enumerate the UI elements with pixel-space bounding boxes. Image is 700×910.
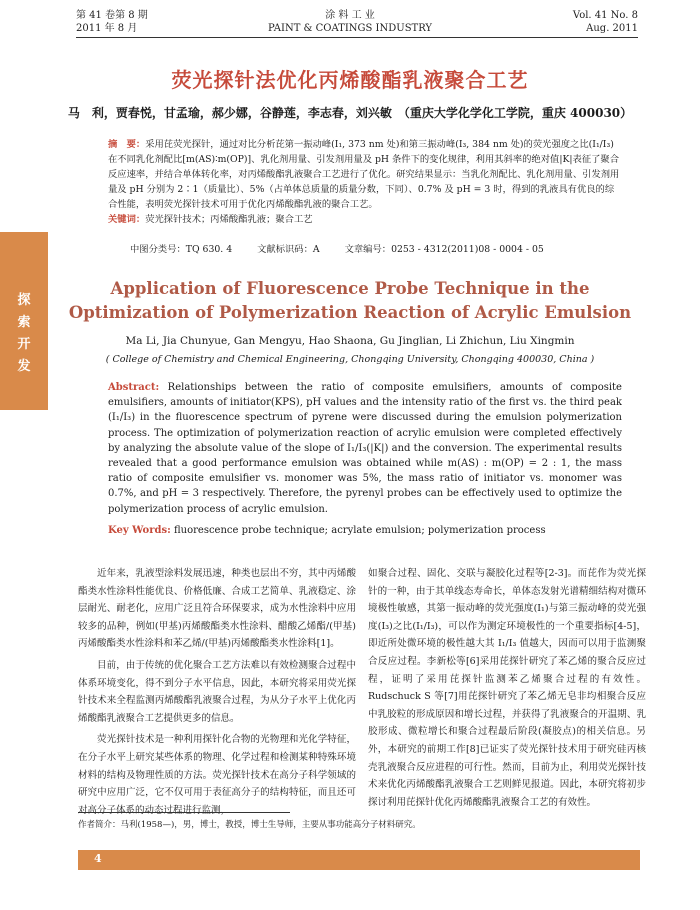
abstract-cn bbox=[108, 137, 620, 227]
paragraph: 荧光探针技术是一种利用探针化合物的光物理和光化学特征，在分子水平上研究某些体系的物理、化学过程和检测某种特殊环境材料的结构及物理性质的方法。荧光探针技术在高分子科学领域的研究中应用广泛，它不仅可用于表征高分子的结构特征，而且还可对高分子体系的动态过程进行监测， bbox=[78, 734, 356, 816]
page-footer-bar bbox=[78, 850, 640, 870]
abstract-en-label: Abstract: bbox=[108, 382, 160, 393]
keywords-en-label: Key Words: bbox=[108, 525, 171, 536]
body-column-right bbox=[368, 565, 646, 815]
journal-issue: 第 41 卷第 8 期 2011 年 8 月 bbox=[76, 10, 148, 34]
section-side-label: 探 索 开 发 bbox=[17, 293, 31, 374]
authors-en: Ma Li, Jia Chunyue, Gan Mengyu, Hao Shaona, Gu Jinglian, Li Zhichun, Liu Xingmin bbox=[125, 335, 575, 347]
clc-number: 中图分类号：TQ 630. 4 bbox=[130, 244, 233, 255]
author-footnote: 作者简介：马利(1958—)，男，博士，教授，博士生导师，主要从事功能高分子材料研究。 bbox=[78, 820, 421, 830]
page-number: 4 bbox=[94, 852, 102, 865]
keywords-en bbox=[108, 525, 622, 536]
document-code: 文献标识码：A bbox=[257, 244, 320, 255]
keywords-en-text: fluorescence probe technique; acrylate emulsion; polymerization process bbox=[173, 525, 546, 536]
abstract-cn-label: 摘 要： bbox=[108, 139, 146, 150]
keywords-cn-label: 关键词： bbox=[108, 214, 146, 225]
body-column-left bbox=[78, 565, 356, 823]
paragraph: 如聚合过程、固化、交联与凝胶化过程等[2-3]。而芘作为荧光探针的一种，由于其单线态寿命长，单体态发射光谱精细结构对微环境极性敏感，其第一振动峰的荧光强度(I₁)与第三振动峰的荧光强度(I₃)之比(I₁/I₃)，可以作为测定环境极性的一个重要指标[4-5]，即近所处微环境的极性越大其 I₁/I₃ 值越大，因而可以用于监测聚合反应过程。李新松等[6]采用芘探针研究了苯乙烯的聚合反应过程，证明了采用芘探针监测苯乙烯聚合过程的有效性。Rudschuck S 等[7]用芘探针研究了苯乙烯无皂非均相聚合反应中乳胶粒的形成原因和增长过程，并获得了乳液聚合的开温期、乳胶形成、微粒增长和聚合过程最后阶段(凝胶点)的相关信息。另外，本研究的前期工作[8]已证实了荧光探针技术用于研究硅丙核壳乳液聚合反应进程的可行性。然而，目前为止，利用荧光探针技术来优化丙烯酸酯乳液聚合工艺则鲜见报道。因此，本研究将初步探讨利用芘探针优化丙烯酸酯乳液聚合工艺的有效性。 bbox=[368, 568, 646, 808]
journal-name: 涂 料 工 业 PAINT & COATINGS INDUSTRY bbox=[267, 10, 433, 34]
abstract-cn-text: 采用芘荧光探针，通过对比分析芘第一振动峰(I₁, 373 nm 处)和第三振动峰(I₃, 384 nm 处)的荧光强度之比(I₁/I₃)在不同乳化剂配比[m(AS)∶m(OP)]、乳化剂用量、引发剂用量及 pH 条件下的变化规律，利用其斜率的绝对值|K|表征了聚合反应速率，并结合单体转化率，对丙烯酸酯乳液聚合工艺进行了优化。研究结果显示：当乳化剂配比、乳化剂用量、引发剂用量及 pH 分别为 2∶1（质量比）、5%（占单体总质量的质量分数，下同）、0.7% 及 pH = 3 时，得到的乳液具有优良的综合性能，表明荧光探针技术可用于优化丙烯酸酯乳液的聚合工艺。 bbox=[108, 139, 620, 210]
classification-row bbox=[130, 241, 620, 255]
title-cn: 荧光探针法优化丙烯酸酯乳液聚合工艺 bbox=[171, 68, 529, 92]
keywords-cn-text: 荧光探针技术；丙烯酸酯乳液；聚合工艺 bbox=[145, 214, 313, 225]
abstract-en-text: Relationships between the ratio of composite emulsifiers, amounts of composite emulsifiers, amounts of initiator(KPS), pH values and the intensity ratio of the first vs. the third peak (I₁/I₃) in the fluorescence spectrum of pyrene were discussed during the emulsion polymerization process. The optimization of polymerization reaction of acrylic emulsion were completed effectively by analyzing the absolute value of the slope of I₁/I₃(|K|) and the conversion. The experimental results revealed that a good performance emulsion was obtained while m(AS) : m(OP) = 2 : 1, the mass ratio of composite emulsifier vs. monomer was 5%, the mass ratio of initiator vs. monomer was 0.7%, and pH = 3 respectively. Therefore, the pyrenyl probes can be effectively used to optimize the polymerization process of acrylic emulsion. bbox=[108, 382, 622, 515]
article-number: 文章编号：0253 - 4312(2011)08 - 0004 - 05 bbox=[344, 244, 544, 255]
abstract-en bbox=[108, 380, 622, 517]
paragraph: 近年来，乳液型涂料发展迅速，种类也层出不穷，其中丙烯酸酯类水性涂料性能优良、价格低廉、合成工艺简单、乳液稳定、涂层耐光、耐老化，应用广泛且符合环保要求，成为水性涂料中应用较多的品种，例如(甲基)丙烯酸酯类水性涂料、醋酸乙烯酯/(甲基)丙烯酸酯类水性涂料和苯乙烯/(甲基)丙烯酸酯类水性涂料[1]。 bbox=[78, 568, 356, 650]
affiliation-en: ( College of Chemistry and Chemical Engineering, Chongqing University, Chongqing 400030, China ) bbox=[105, 354, 595, 365]
journal-volume: Vol. 41 No. 8 Aug. 2011 bbox=[572, 10, 638, 34]
title-en: Application of Fluorescence Probe Technique in the Optimization of Polymerization Reaction of Acrylic Emulsion bbox=[68, 279, 632, 322]
authors-cn: 马 利，贾春悦，甘孟瑜，郝少娜，谷静莲，李志春，刘兴敏 （重庆大学化学化工学院，重庆 400030） bbox=[67, 106, 633, 120]
header-divider bbox=[76, 37, 638, 38]
footnote-divider bbox=[78, 812, 290, 813]
paragraph: 目前，由于传统的优化聚合工艺方法难以有效检测聚合过程中体系环境变化，得不到分子水平信息，因此，本研究将采用荧光探针技术来全程监测丙烯酸酯乳液聚合过程，为从分子水平上优化丙烯酸酯乳液聚合工艺提供更多的信息。 bbox=[78, 659, 356, 724]
